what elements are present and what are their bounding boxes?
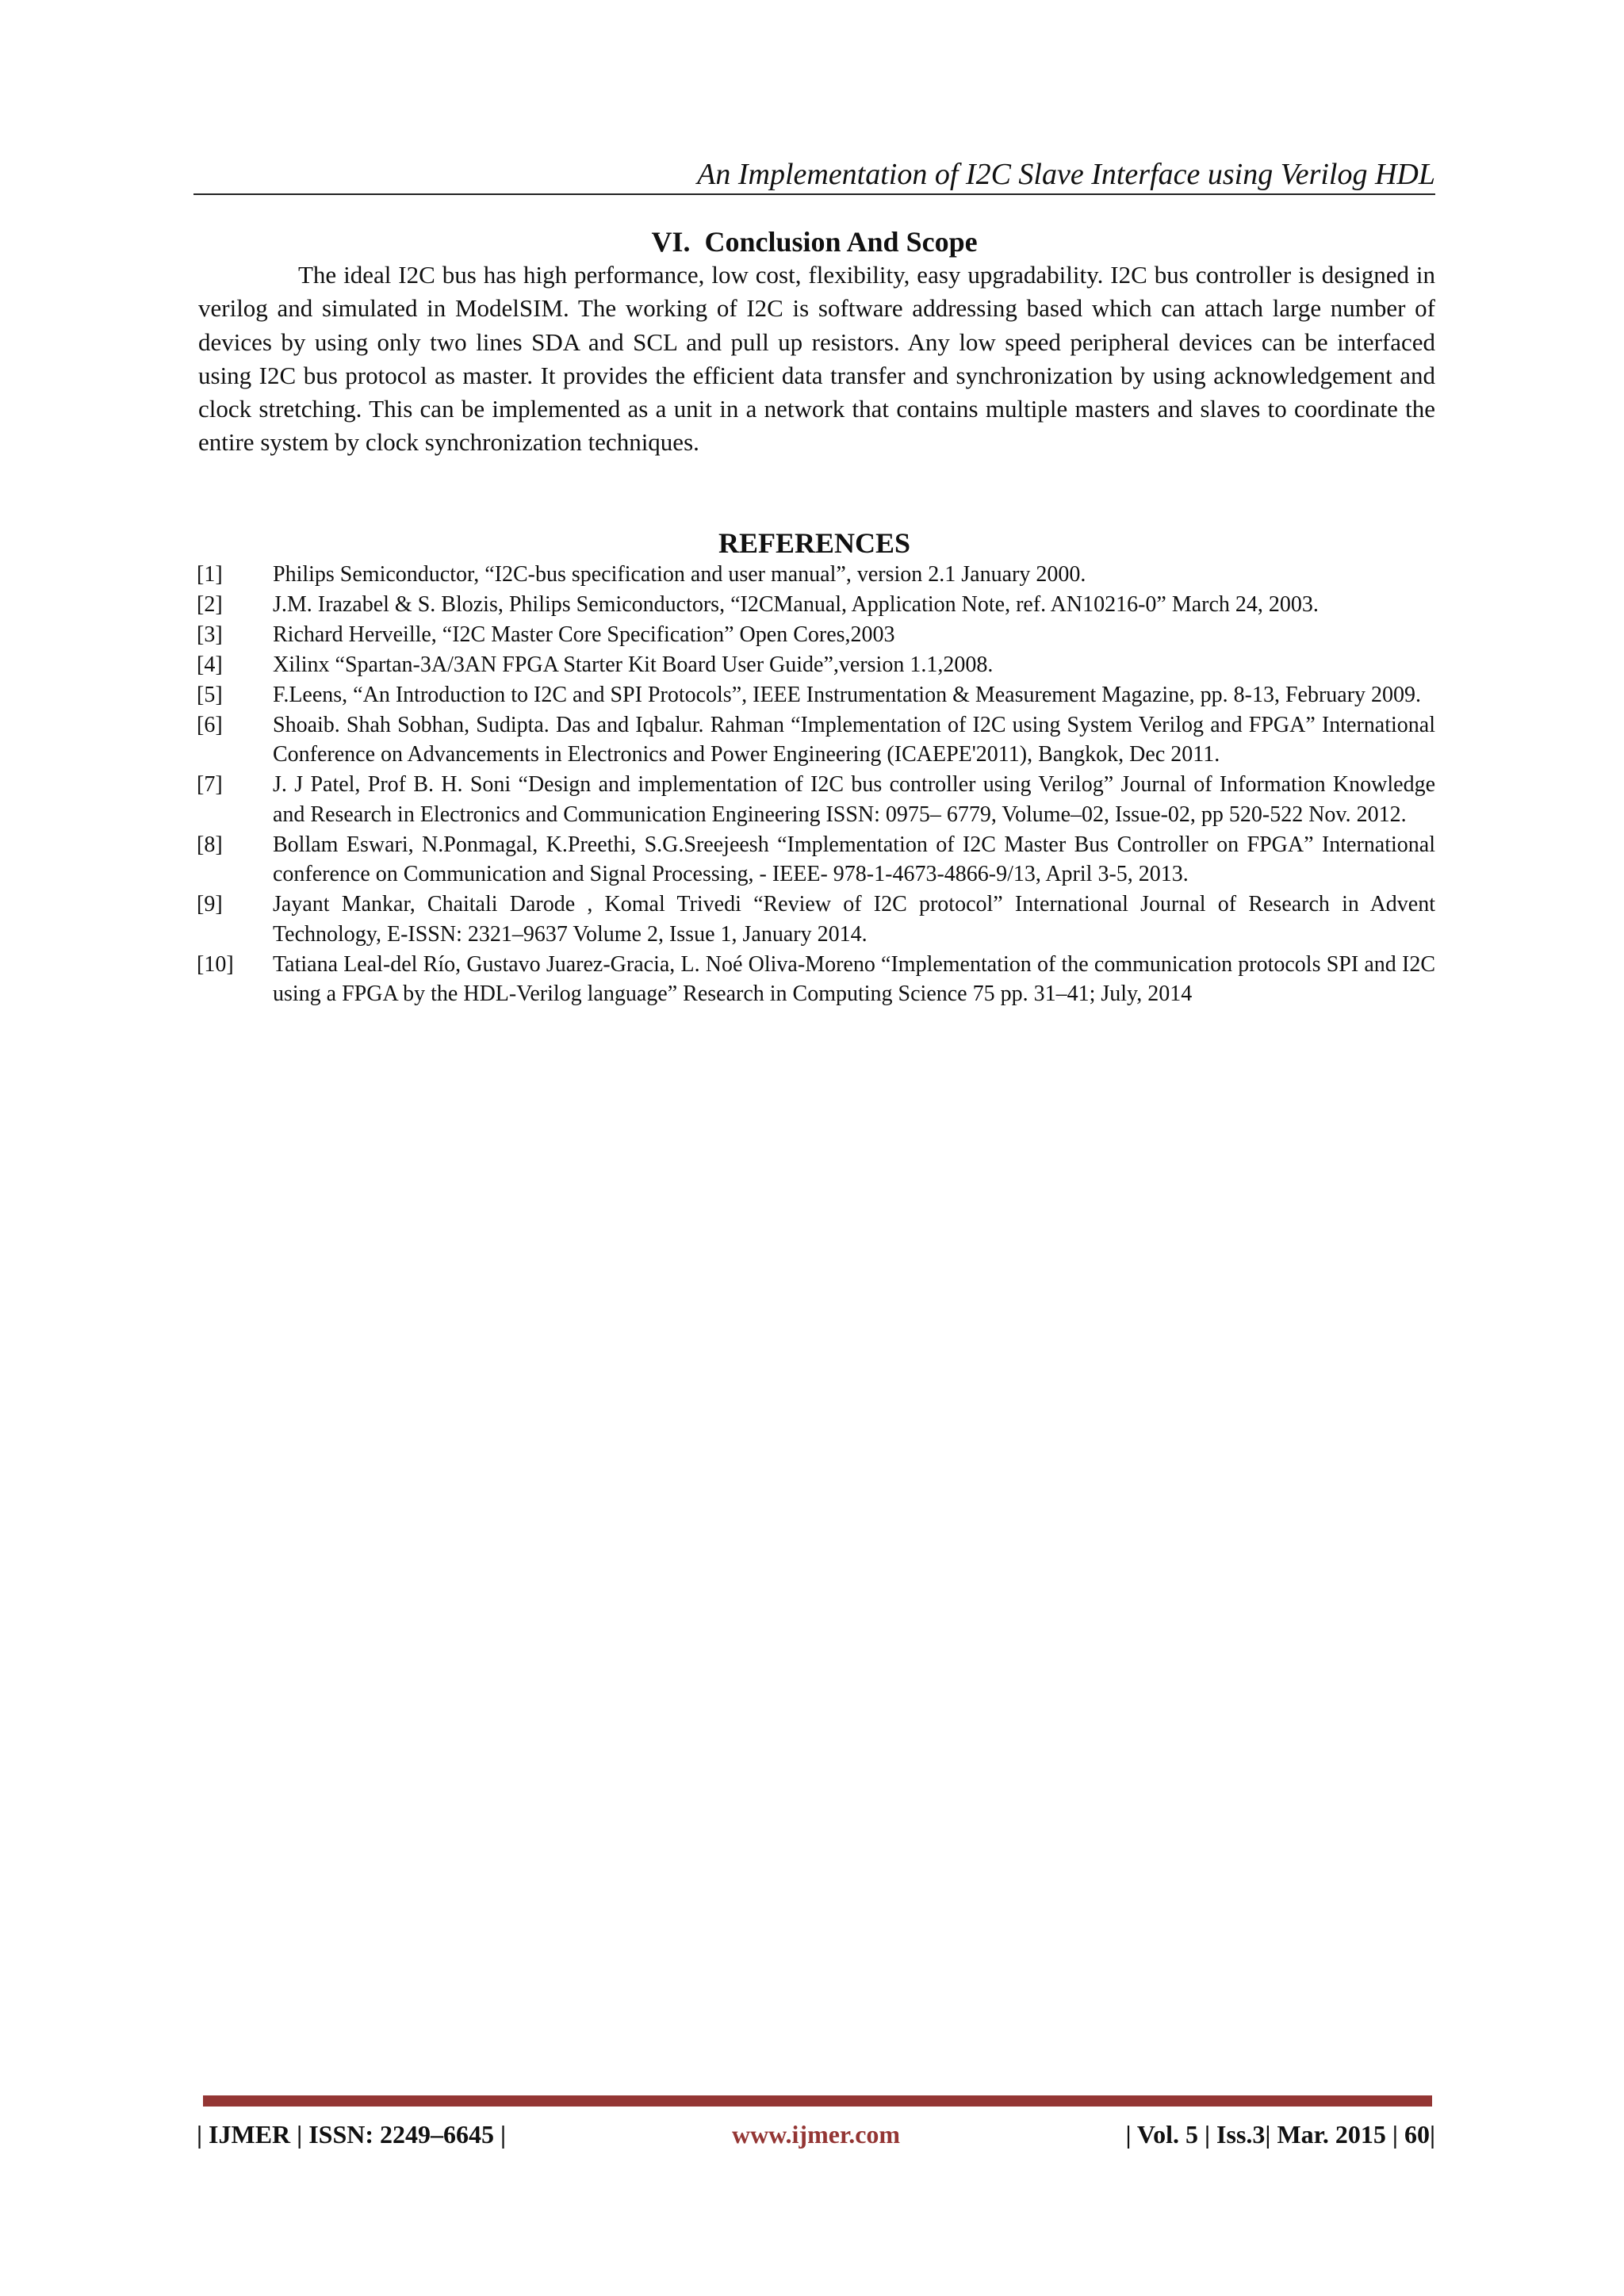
header-divider	[193, 193, 1435, 195]
reference-item	[197, 950, 1435, 1009]
footer-website-link[interactable]: www.ijmer.com	[731, 2120, 901, 2149]
reference-number: [4]	[197, 652, 223, 677]
reference-list	[197, 560, 1435, 1009]
reference-text: Xilinx “Spartan-3A/3AN FPGA Starter Kit Board User Guide”,version 1.1,2008.	[273, 652, 994, 677]
section-number: VI.	[651, 226, 691, 258]
reference-item	[197, 830, 1435, 890]
reference-item	[197, 710, 1435, 770]
reference-text: J. J Patel, Prof B. H. Soni “Design and implementation of I2C bus controller using Verilog” Journal of Information Knowledge and Research in Electronics and Communication Engineering ISSN: 0975– 6779, Volume–02, Issue-02, pp 520-522 Nov. 2012.	[273, 772, 1435, 827]
running-header: An Implementation of I2C Slave Interface using Verilog HDL	[697, 158, 1435, 191]
footer-journal-issn: | IJMER | ISSN: 2249–6645 |	[197, 2120, 507, 2149]
reference-text: J.M. Irazabel & S. Blozis, Philips Semiconductors, “I2CManual, Application Note, ref. AN10216-0” March 24, 2003.	[273, 592, 1319, 617]
reference-item	[197, 770, 1435, 829]
reference-number: [9]	[197, 892, 223, 917]
reference-number: [10]	[197, 951, 234, 977]
section-title: Conclusion And Scope	[704, 226, 978, 258]
reference-number: [5]	[197, 683, 223, 707]
reference-item	[197, 620, 1435, 649]
references-heading: REFERENCES	[718, 527, 911, 559]
reference-text: Richard Herveille, “I2C Master Core Specification” Open Cores,2003	[273, 622, 895, 647]
reference-item	[197, 560, 1435, 589]
reference-number: [2]	[197, 592, 223, 617]
reference-text: F.Leens, “An Introduction to I2C and SPI Protocols”, IEEE Instrumentation & Measurement Magazine, pp. 8-13, February 2009.	[273, 683, 1422, 707]
page-footer	[197, 2117, 1435, 2152]
footer-volume-page: | Vol. 5 | Iss.3| Mar. 2015 | 60|	[1125, 2120, 1435, 2149]
reference-text: Jayant Mankar, Chaitali Darode , Komal Trivedi “Review of I2C protocol” International Journal of Research in Advent Technology, E-ISSN: 2321–9637 Volume 2, Issue 1, January 2014.	[273, 892, 1435, 947]
reference-text: Shoaib. Shah Sobhan, Sudipta. Das and Iqbalur. Rahman “Implementation of I2C using System Verilog and FPGA” International Conference on Advancements in Electronics and Power Engineering (ICAEPE'2011), Bangkok, Dec 2011.	[273, 713, 1435, 767]
section-heading	[193, 224, 1435, 260]
reference-item	[197, 590, 1435, 619]
reference-number: [3]	[197, 622, 223, 647]
reference-text: Bollam Eswari, N.Ponmagal, K.Preethi, S.G.Sreejeesh “Implementation of I2C Master Bus Controller on FPGA” International conference on Communication and Signal Processing, - IEEE- 978-1-4673-4866-9/13, April 3-5, 2013.	[273, 832, 1435, 887]
footer-accent-bar	[203, 2095, 1432, 2107]
conclusion-paragraph: The ideal I2C bus has high performance, low cost, flexibility, easy upgradability. I2C bus controller is designed in verilog and simulated in ModelSIM. The working of I2C is software addressing based which can attach large number of devices by using only two lines SDA and SCL and pull up resistors. Any low speed peripheral devices can be interfaced using I2C bus protocol as master. It provides the efficient data transfer and synchronization by using acknowledgement and clock stretching. This can be implemented as a unit in a network that contains multiple masters and slaves to coordinate the entire system by clock synchronization techniques.	[198, 261, 1435, 457]
reference-item	[197, 680, 1435, 710]
reference-item	[197, 890, 1435, 949]
reference-item	[197, 650, 1435, 679]
reference-number: [8]	[197, 832, 223, 857]
reference-text: Philips Semiconductor, “I2C-bus specification and user manual”, version 2.1 January 2000.	[273, 562, 1086, 587]
reference-number: [6]	[197, 713, 223, 737]
reference-number: [1]	[197, 562, 223, 587]
reference-text: Tatiana Leal-del Río, Gustavo Juarez-Gracia, L. Noé Oliva-Moreno “Implementation of the communication protocols SPI and I2C using a FPGA by the HDL-Verilog language” Research in Computing Science 75 pp. 31–41; July, 2014	[273, 951, 1435, 1007]
reference-number: [7]	[197, 772, 223, 798]
